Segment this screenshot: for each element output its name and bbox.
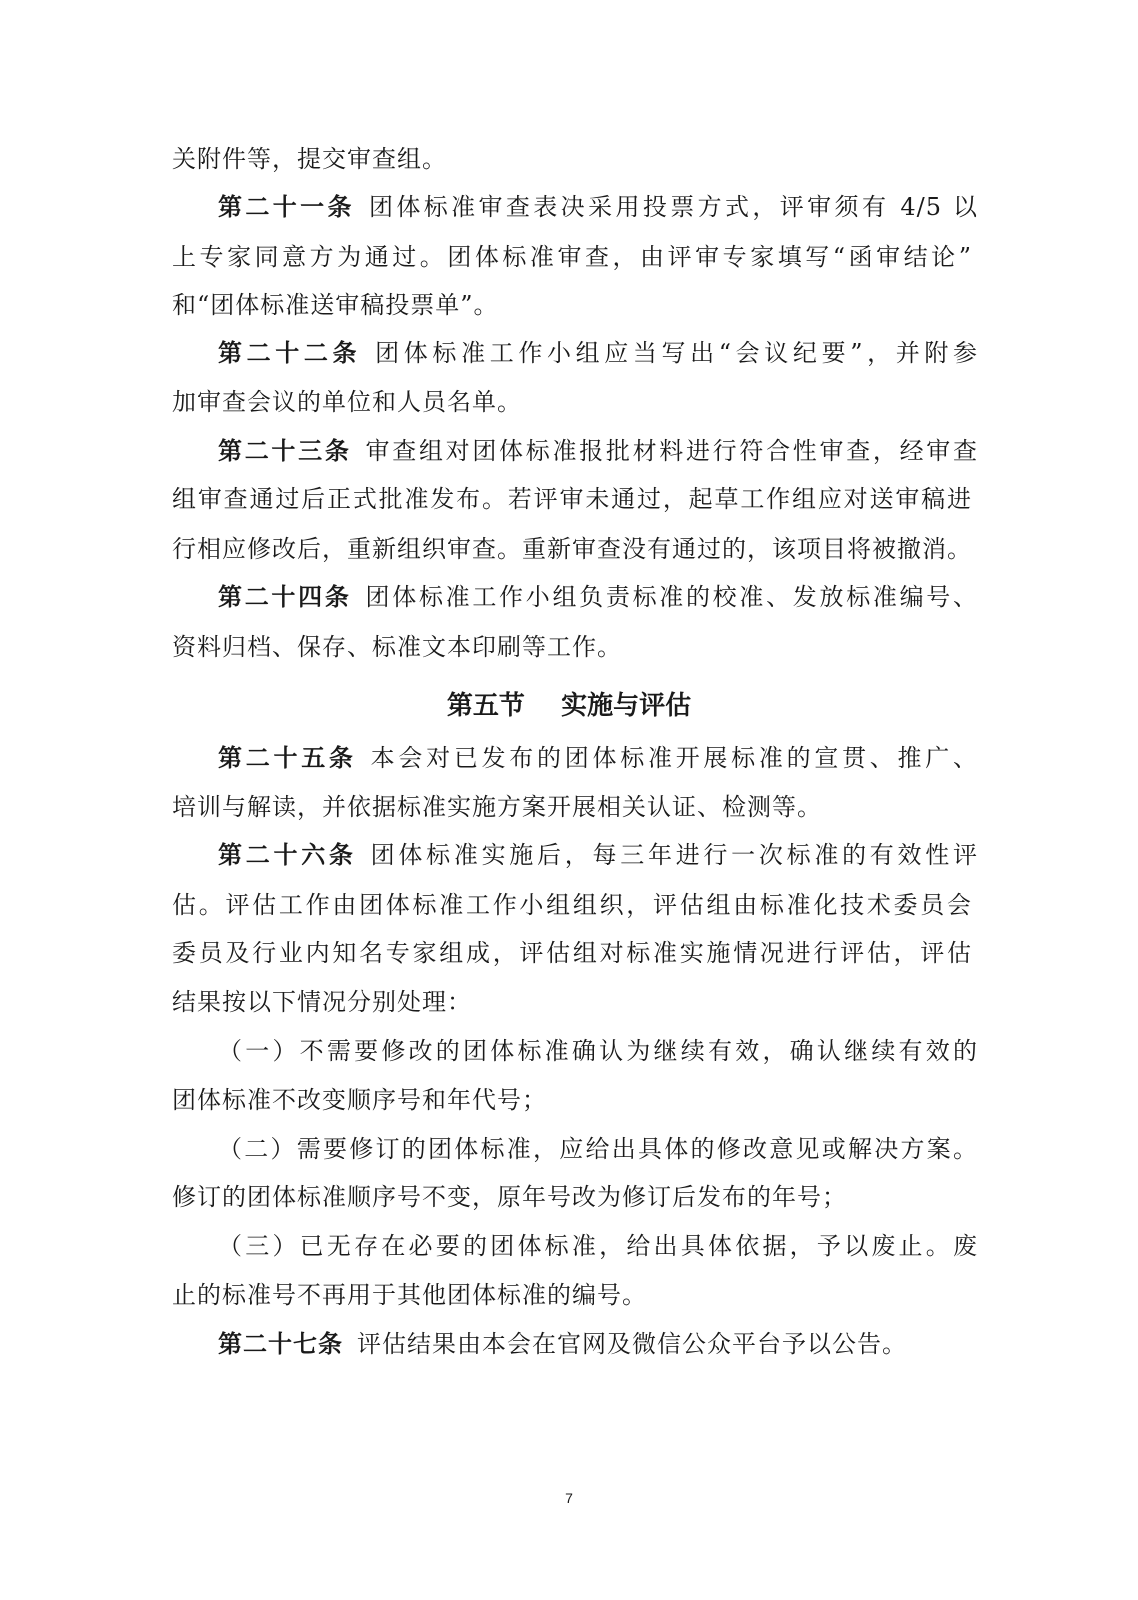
- article-number: 第二十六条: [218, 841, 357, 869]
- paragraph-line: [172, 1180, 972, 1214]
- paragraph-text: 关附件等，提交审查组。: [172, 145, 447, 173]
- paragraph-text: 和“团体标准送审稿投票单”。: [172, 291, 499, 319]
- paragraph-line: [172, 888, 972, 922]
- paragraph-text: 资料归档、保存、标准文本印刷等工作。: [172, 633, 622, 661]
- paragraph-text: 估。评估工作由团体标准工作小组组织，评估组由标准化技术委员会: [172, 891, 972, 919]
- paragraph-text: 委员及行业内知名专家组成，评估组对标准实施情况进行评估，评估: [172, 939, 972, 967]
- paragraph-text: 团体标准工作小组负责标准的校准、发放标准编号、: [365, 583, 979, 611]
- paragraph-text: 结果按以下情况分别处理：: [172, 988, 472, 1016]
- article-paragraph-line: [218, 190, 978, 224]
- paragraph-text: 加审查会议的单位和人员名单。: [172, 388, 522, 416]
- paragraph-text: 上专家同意方为通过。团体标准审查，由评审专家填写“函审结论”: [172, 243, 972, 271]
- paragraph-text: 团体标准实施后，每三年进行一次标准的有效性评: [370, 841, 979, 869]
- paragraph-line: [172, 482, 972, 516]
- paragraph-line: [172, 385, 972, 419]
- paragraph-line: [172, 240, 972, 274]
- article-number: 第二十二条: [218, 339, 362, 367]
- paragraph-text: 培训与解读，并依据标准实施方案开展相关认证、检测等。: [172, 793, 822, 821]
- article-paragraph-line: [218, 336, 978, 370]
- article-paragraph-line: [218, 1327, 978, 1361]
- article-number: 第二十七条: [218, 1330, 343, 1358]
- article-paragraph-line: [218, 580, 978, 614]
- section-heading: 第五节 实施与评估: [446, 691, 692, 721]
- article-number: 第二十五条: [218, 744, 357, 772]
- paragraph-line: [218, 1034, 978, 1068]
- paragraph-text: 本会对已发布的团体标准开展标准的宣贯、推广、: [370, 744, 979, 772]
- paragraph-line: [172, 532, 972, 566]
- paragraph-line: [218, 1132, 978, 1166]
- paragraph-line: [172, 1083, 972, 1117]
- paragraph-line: [172, 790, 972, 824]
- paragraph-line: [172, 936, 972, 970]
- paragraph-line: [172, 630, 972, 664]
- article-paragraph-line: [218, 434, 978, 468]
- paragraph-line: [218, 1229, 978, 1263]
- article-number: 第二十三条: [218, 437, 352, 465]
- paragraph-text: （二）需要修订的团体标准，应给出具体的修改意见或解决方案。: [218, 1135, 978, 1163]
- paragraph-line: [172, 1278, 972, 1312]
- paragraph-text: 修订的团体标准顺序号不变，原年号改为修订后发布的年号；: [172, 1183, 847, 1211]
- paragraph-text: 行相应修改后，重新组织审查。重新审查没有通过的，该项目将被撤消。: [172, 535, 972, 563]
- article-paragraph-line: [218, 741, 978, 775]
- paragraph-text: 评估结果由本会在官网及微信公众平台予以公告。: [357, 1330, 907, 1358]
- paragraph-text: （三）已无存在必要的团体标准，给出具体依据，予以废止。废: [218, 1232, 978, 1260]
- paragraph-text: 组审查通过后正式批准发布。若评审未通过，起草工作组应对送审稿进: [172, 485, 972, 513]
- paragraph-line: [172, 288, 972, 322]
- paragraph-line: [172, 142, 972, 176]
- article-number: 第二十四条: [218, 583, 352, 611]
- paragraph-text: 审查组对团体标准报批材料进行符合性审查，经审查: [365, 437, 979, 465]
- paragraph-text: 团体标准工作小组应当写出“会议纪要”，并附参: [375, 339, 978, 367]
- page-number: 7: [565, 1490, 573, 1506]
- paragraph-text: 团体标准审查表决采用投票方式，评审须有 4/5 以: [368, 193, 978, 221]
- article-number: 第二十一条: [218, 193, 355, 221]
- paragraph-line: [172, 985, 972, 1019]
- article-paragraph-line: [218, 838, 978, 872]
- paragraph-text: （一）不需要修改的团体标准确认为继续有效，确认继续有效的: [218, 1037, 978, 1065]
- paragraph-text: 团体标准不改变顺序号和年代号；: [172, 1086, 547, 1114]
- paragraph-text: 止的标准号不再用于其他团体标准的编号。: [172, 1281, 647, 1309]
